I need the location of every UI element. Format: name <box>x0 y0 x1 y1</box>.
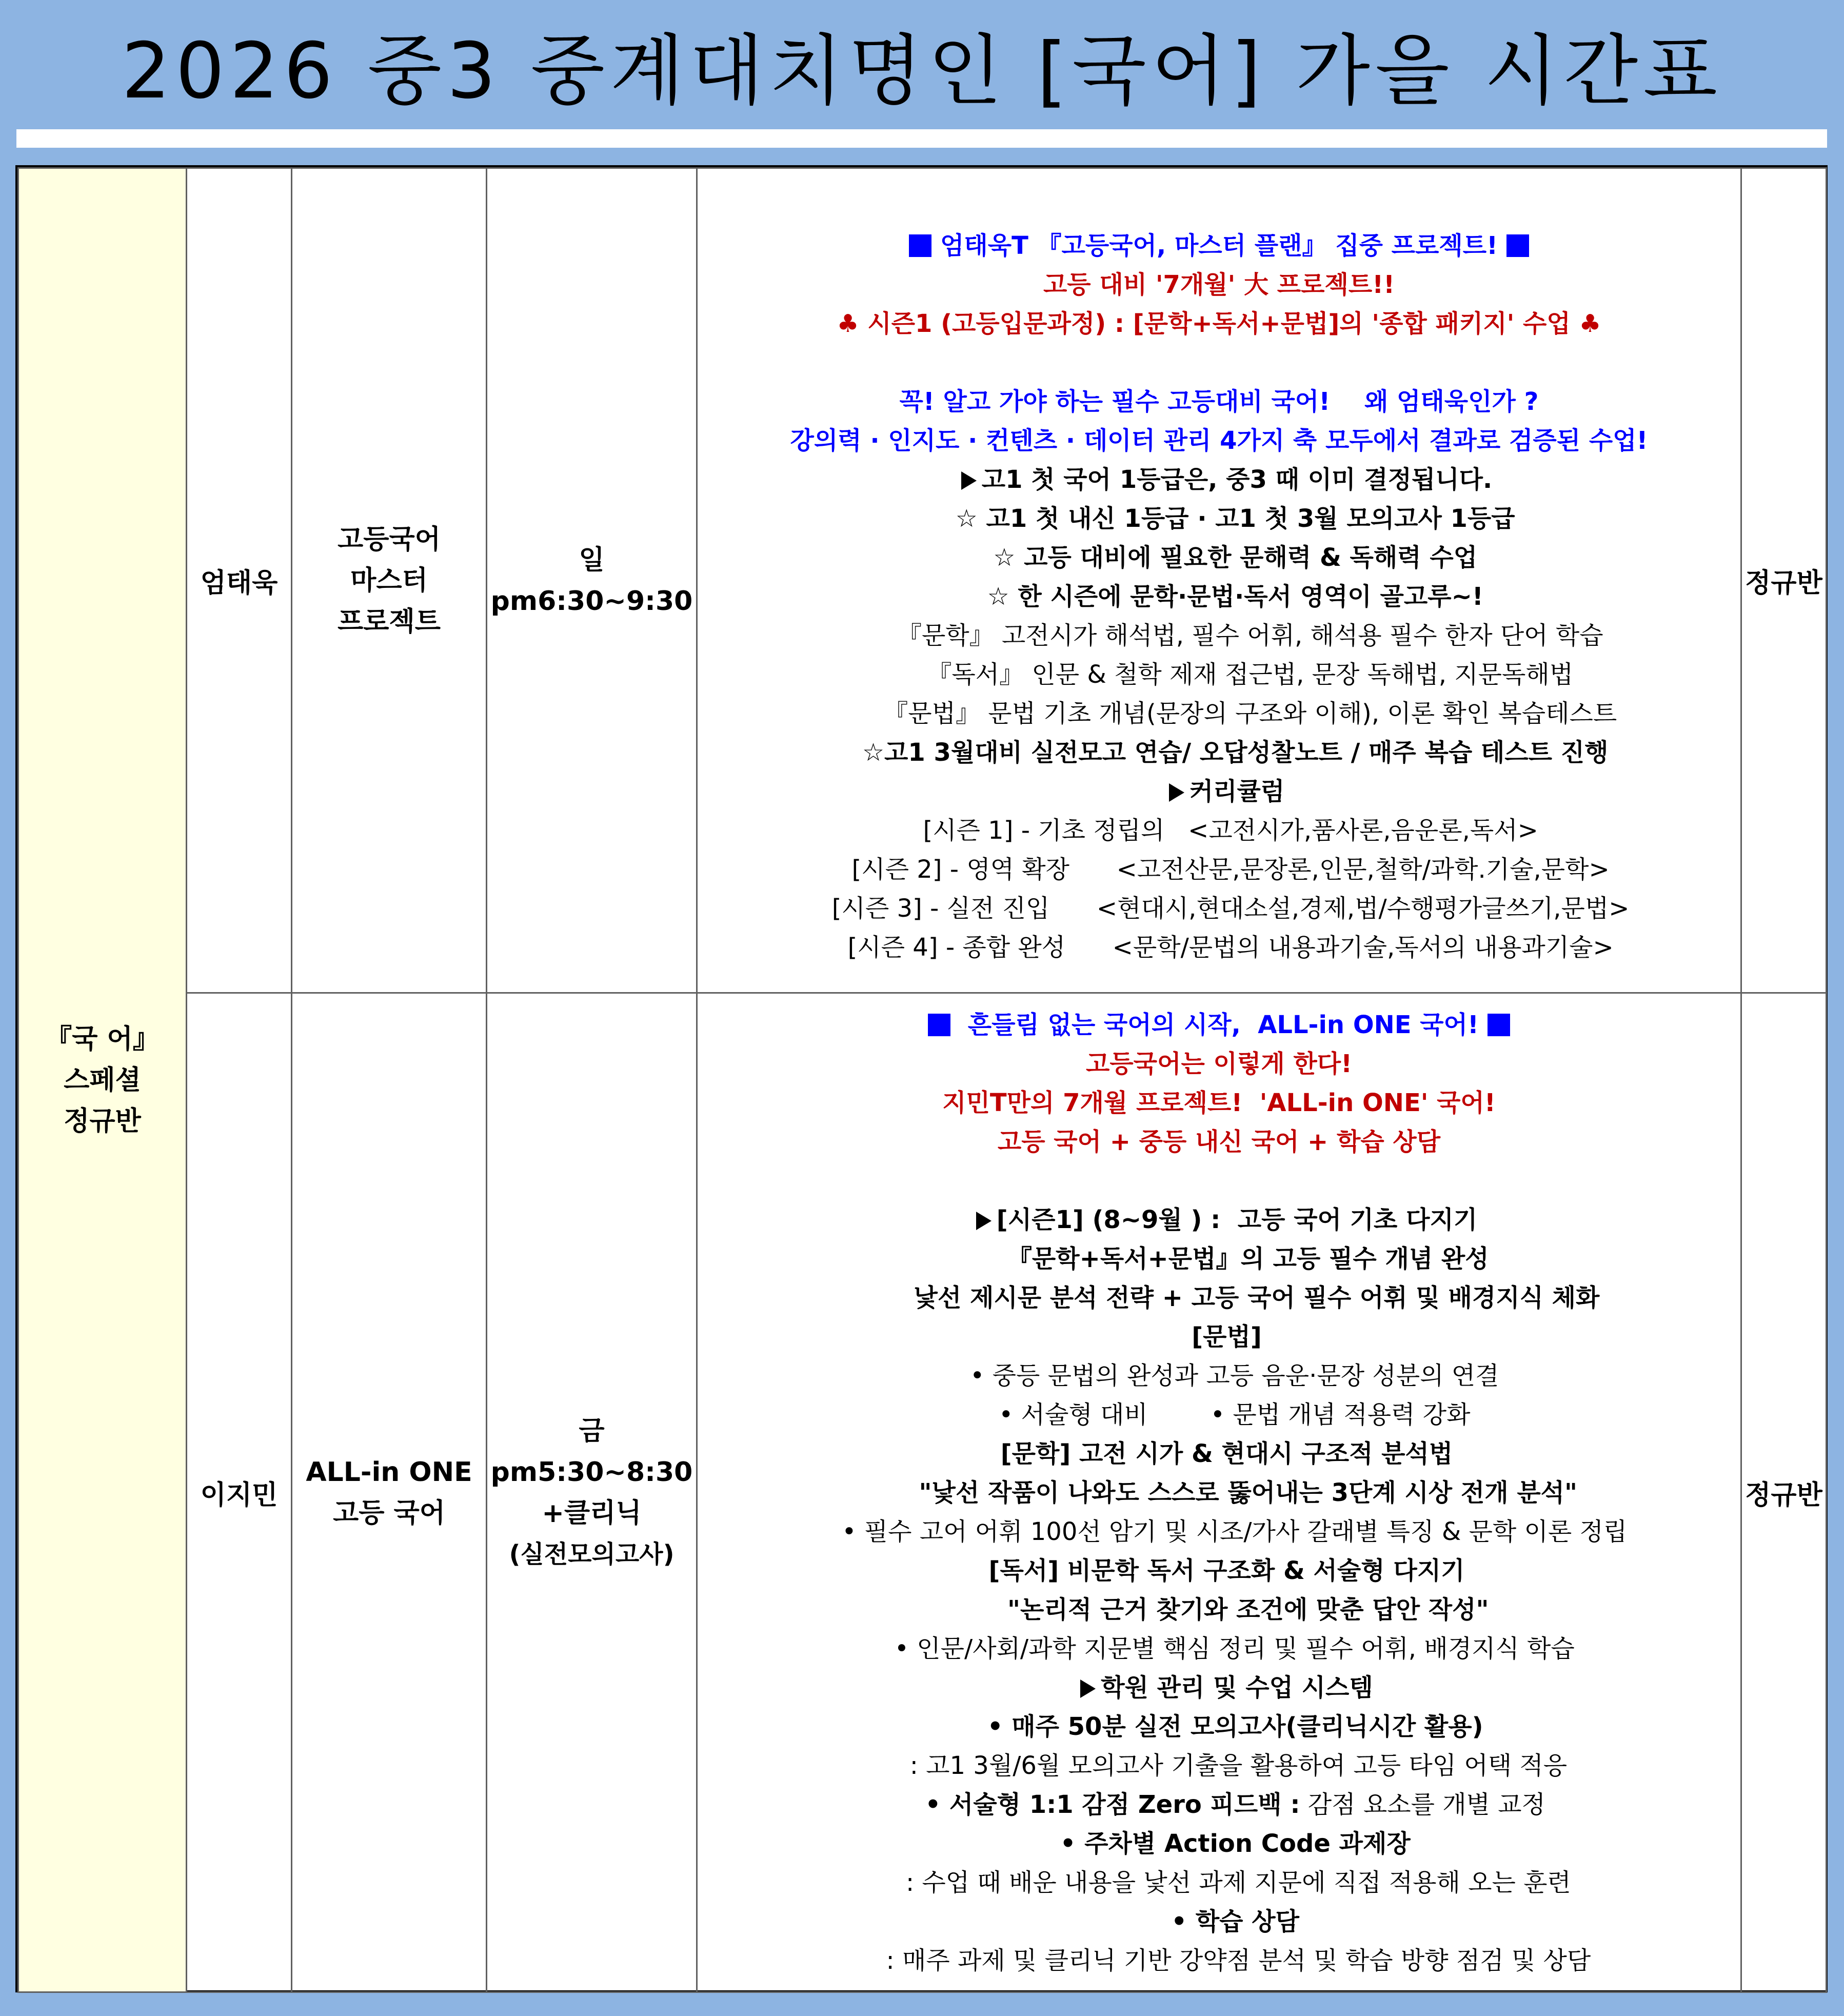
desc-line: 『문학+독서+문법』의 고등 필수 개념 완성 <box>964 1244 1489 1273</box>
desc-line: [독서] 비문학 독서 구조화 & 서술형 다지기 <box>988 1556 1465 1585</box>
triangle-bullet-icon <box>1080 1679 1096 1698</box>
class-hours: pm5:30~8:30 <box>490 1456 693 1488</box>
course-line: 프로젝트 <box>338 606 441 637</box>
category-cell <box>18 168 187 1992</box>
course-name <box>292 168 487 993</box>
table-row <box>18 993 1827 1992</box>
desc-line: 고등 대비 '7개월' 大 프로젝트!! <box>1043 270 1395 299</box>
desc-line: • 매주 50분 실전 모의고사(클리닉시간 활용) <box>970 1712 1483 1741</box>
desc-line: [시즌 3] - 실전 진입 <현대시,현대소설,경제,법/수행평가글쓰기,문법> <box>824 894 1630 923</box>
class-hours: pm6:30~9:30 <box>490 585 693 617</box>
desc-line: [시즌 1] - 기초 정립의 <고전시가,품사론,음운론,독서> <box>915 816 1538 845</box>
table-row <box>18 168 1827 993</box>
desc-line <box>713 1161 1740 1200</box>
teacher-name: 엄태욱 <box>187 168 292 993</box>
timetable-grid <box>17 167 1827 1993</box>
triangle-bullet-icon <box>961 471 977 490</box>
blue-square-icon <box>1488 1014 1510 1036</box>
desc-headline: 엄태욱T 『고등국어, 마스터 플랜』 집중 프로젝트! <box>713 226 1740 265</box>
title-underline <box>16 129 1827 148</box>
desc-line: ☆고1 3월대비 실전모고 연습/ 오답성찰노트 / 매주 복습 테스트 진행 <box>845 738 1609 767</box>
desc-line: [문법] <box>1192 1322 1262 1351</box>
desc-line: ♣ 시즌1 (고등입문과정) : [문학+독서+문법]의 '종합 패키지' 수업 ♣ <box>837 309 1601 338</box>
class-note: (실전모의고사) <box>509 1539 675 1569</box>
blue-square-icon <box>1506 234 1529 257</box>
desc-line: ☆ 고1 첫 내신 1등급 · 고1 첫 3월 모의고사 1등급 <box>938 504 1515 533</box>
desc-line: 낯선 제시문 분석 전략 + 고등 국어 필수 어휘 및 배경지식 체화 <box>854 1283 1600 1312</box>
course-line: 고등국어 <box>338 524 441 555</box>
course-line: 마스터 <box>350 565 428 596</box>
course-line: 고등 국어 <box>332 1497 446 1529</box>
course-description <box>697 168 1741 993</box>
desc-line: • 중등 문법의 완성과 고등 음운·문장 성분의 연결 <box>954 1361 1499 1390</box>
timetable <box>15 165 1828 1992</box>
desc-headline: 흔들림 없는 국어의 시작, ALL-in ONE 국어! <box>713 1005 1740 1044</box>
desc-line: "낯선 작품이 나와도 스스로 뚫어내는 3단계 시상 전개 분석" <box>876 1478 1578 1507</box>
desc-line: 지민T만의 7개월 프로젝트! 'ALL-in ONE' 국어! <box>942 1088 1496 1117</box>
desc-line: • 서술형 대비 • 문법 개념 적용력 강화 <box>983 1400 1471 1429</box>
desc-line: 고1 첫 국어 1등급은, 중3 때 이미 결정됩니다. <box>713 460 1740 499</box>
desc-line: [문학] 고전 시가 & 현대시 구조적 분석법 <box>1000 1439 1453 1468</box>
category-line: 『국 어』 <box>45 1023 160 1055</box>
desc-line: 『문법』 문법 기초 개념(문장의 구조와 이해), 이론 확인 복습테스트 <box>836 699 1617 728</box>
desc-line: 『독서』 인문 & 철학 제재 접근법, 문장 독해법, 지문독해법 <box>880 660 1574 689</box>
desc-line: 『문학』 고전시가 해석법, 필수 어휘, 해석용 필수 한자 단어 학습 <box>850 621 1603 650</box>
desc-line: 고등국어는 이렇게 한다! <box>1086 1049 1352 1078</box>
blue-square-icon <box>928 1014 950 1036</box>
course-name <box>292 993 487 1992</box>
teacher-name: 이지민 <box>187 993 292 1992</box>
blue-square-icon <box>909 234 931 257</box>
desc-line: 커리큘럼 <box>713 772 1740 811</box>
class-time <box>487 168 697 993</box>
desc-line: [시즌 2] - 영역 확장 <고전산문,문장론,인문,철학/과학.기술,문학> <box>844 855 1610 884</box>
desc-line: 고등 국어 + 중등 내신 국어 + 학습 상담 <box>997 1127 1441 1156</box>
class-type: 정규반 <box>1741 993 1827 1992</box>
course-description <box>697 993 1741 1992</box>
desc-line: 강의력 · 인지도 · 컨텐츠 · 데이터 관리 4가지 축 모두에서 결과로 검증된 수업! <box>790 426 1648 455</box>
page-title: 2026 중3 중계대치명인 [국어] 가을 시간표 <box>121 27 1723 116</box>
desc-line: [시즌 4] - 종합 완성 <문학/문법의 내용과기술,독서의 내용과기술> <box>840 933 1614 962</box>
category-line: 정규반 <box>64 1105 141 1137</box>
title-bar <box>0 0 1844 128</box>
desc-line: ☆ 한 시즌에 문학·문법·독서 영역이 골고루~! <box>970 582 1483 611</box>
desc-line: • 주차별 Action Code 과제장 <box>1043 1829 1411 1858</box>
class-day: 금 <box>579 1415 605 1447</box>
course-line: ALL-in ONE <box>306 1456 472 1488</box>
class-extra: +클리닉 <box>542 1497 642 1529</box>
desc-line: 꼭! 알고 가야 하는 필수 고등대비 국어! 왜 엄태욱인가 ? <box>899 387 1539 416</box>
desc-line: 학원 관리 및 수업 시스템 <box>713 1668 1740 1707</box>
desc-line: • 서술형 1:1 감점 Zero 피드백 : 감점 요소를 개별 교정 <box>908 1790 1545 1819</box>
desc-line: : 고1 3월/6월 모의고사 기출을 활용하여 고등 타임 어택 적응 <box>886 1751 1568 1780</box>
category-line: 스페셜 <box>64 1064 141 1096</box>
desc-line <box>713 343 1740 382</box>
desc-line: • 인문/사회/과학 지문별 핵심 정리 및 필수 어휘, 배경지식 학습 <box>879 1634 1575 1663</box>
desc-line: : 수업 때 배운 내용을 낯선 과제 지문에 직접 적용해 오는 훈련 <box>882 1868 1571 1897</box>
class-time <box>487 993 697 1992</box>
desc-line: • 학습 상담 <box>1154 1907 1299 1936</box>
desc-line: [시즌1] (8~9월 ) : 고등 국어 기초 다지기 <box>713 1200 1740 1239</box>
desc-line: ☆ 고등 대비에 필요한 문해력 & 독해력 수업 <box>976 543 1478 572</box>
triangle-bullet-icon <box>976 1212 992 1230</box>
desc-line: : 매주 과제 및 클리닉 기반 강약점 분석 및 학습 방향 점검 및 상담 <box>862 1946 1591 1975</box>
triangle-bullet-icon <box>1169 783 1184 802</box>
class-type: 정규반 <box>1741 168 1827 993</box>
class-day: 일 <box>579 544 605 576</box>
desc-line: • 필수 고어 어휘 100선 암기 및 시조/가사 갈래별 특징 & 문학 이론 정립 <box>826 1517 1628 1546</box>
desc-line: "논리적 근거 찾기와 조건에 맞춘 답안 작성" <box>964 1595 1489 1624</box>
